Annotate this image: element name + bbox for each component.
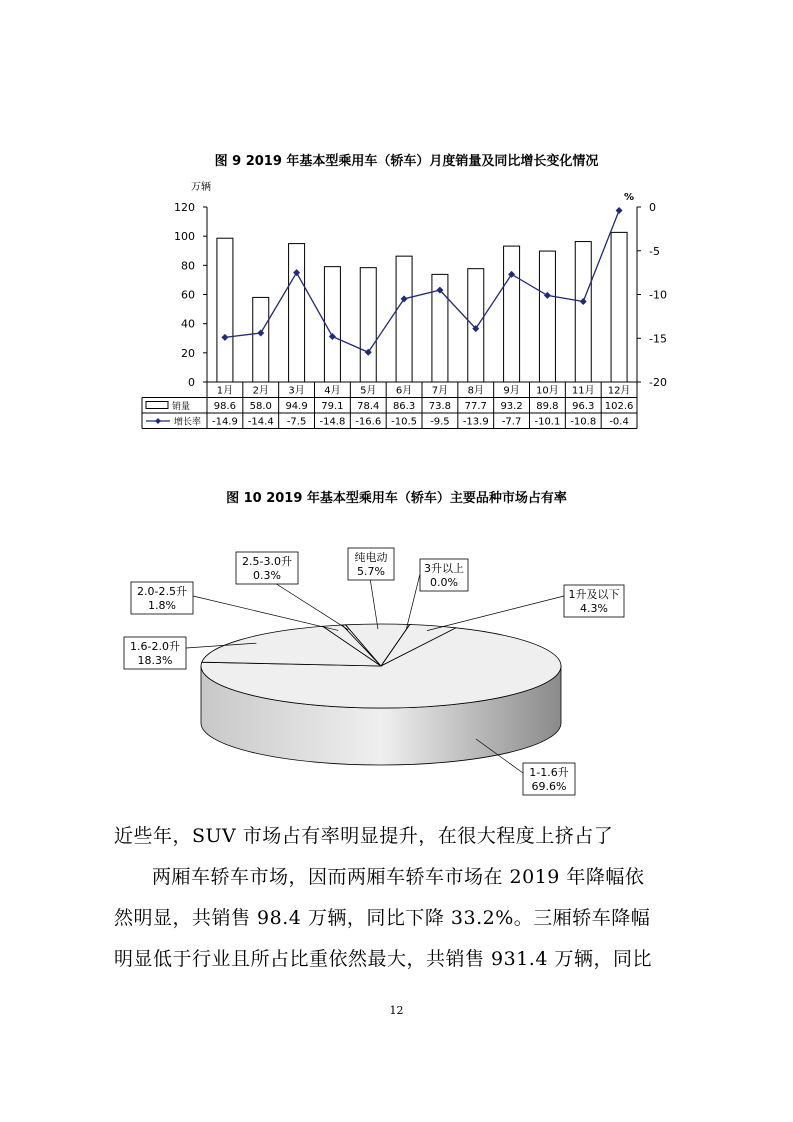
pie-leader-line <box>267 578 348 630</box>
pie-label-name: 2.5-3.0升 <box>242 555 292 568</box>
left-tick-label: 120 <box>174 201 195 214</box>
chart1-sales-growth <box>0 0 793 440</box>
sales-bar <box>289 244 305 382</box>
x-tick-label: 11月 <box>571 385 595 397</box>
right-tick-label: -15 <box>649 332 667 346</box>
growth-data-label: -16.6 <box>355 416 382 428</box>
growth-data-label: -10.5 <box>391 416 418 428</box>
left-tick-label: 0 <box>188 376 195 389</box>
right-tick-label: -10 <box>649 288 667 302</box>
x-tick-label: 7月 <box>431 385 449 397</box>
sales-bar <box>575 242 591 382</box>
x-tick-label: 1月 <box>216 385 234 397</box>
pie-label-name: 2.0-2.5升 <box>137 585 187 598</box>
growth-data-label: -7.7 <box>501 416 522 428</box>
right-unit-label: % <box>624 192 635 203</box>
growth-data-label: -13.9 <box>462 416 489 428</box>
sales-bar <box>504 246 520 382</box>
sales-bar <box>396 256 412 382</box>
sales-data-label: 78.4 <box>357 401 380 412</box>
growth-data-label: -0.4 <box>609 416 629 428</box>
growth-line <box>225 211 619 353</box>
left-unit-label: 万辆 <box>191 182 211 193</box>
left-tick-label: 100 <box>174 230 195 244</box>
x-tick-label: 6月 <box>395 385 413 397</box>
growth-data-label: -10.1 <box>534 416 561 428</box>
pie-label-pct: 0.3% <box>253 569 281 582</box>
x-tick-label: 9月 <box>503 385 520 397</box>
x-tick-label: 10月 <box>536 385 559 397</box>
pie-label-pct: 0.0% <box>430 576 458 589</box>
sales-bar <box>611 232 627 382</box>
growth-point <box>616 207 623 214</box>
x-tick-label: 8月 <box>467 385 484 397</box>
pie-label-pct: 4.3% <box>580 602 608 615</box>
pie-label-pct: 18.3% <box>137 654 173 667</box>
growth-data-label: -14.8 <box>319 416 346 428</box>
sales-data-label: 98.6 <box>213 401 237 412</box>
growth-data-label: -10.8 <box>570 416 597 428</box>
sales-data-label: 94.9 <box>285 401 308 412</box>
pie-leader-line <box>193 596 338 630</box>
chart1-title: 图 9 2019 年基本型乘用车（轿车）月度销量及同比增长变化情况 <box>214 154 599 169</box>
sales-data-label: 79.1 <box>321 401 344 412</box>
pie-label-pct: 1.8% <box>148 599 176 612</box>
left-tick-label: 20 <box>181 346 195 360</box>
growth-data-label: -14.4 <box>247 416 274 428</box>
sales-data-label: 93.2 <box>500 401 523 412</box>
legend-growth-label: 增长率 <box>174 417 202 428</box>
sales-bar <box>360 268 376 382</box>
sales-data-label: 86.3 <box>392 401 416 412</box>
sales-data-label: 89.8 <box>536 401 559 412</box>
growth-data-label: -14.9 <box>211 416 238 428</box>
pie-label-name: 1-1.6升 <box>529 766 569 779</box>
left-tick-label: 40 <box>181 317 195 331</box>
pie-label-name: 纯电动 <box>354 551 388 564</box>
pie-label-pct: 5.7% <box>357 565 385 578</box>
chart2-title: 图 10 2019 年基本型乘用车（轿车）主要品种市场占有率 <box>226 491 567 506</box>
right-tick-label: 0 <box>649 201 656 214</box>
sales-bar <box>253 297 269 382</box>
sales-bar <box>217 238 233 382</box>
pie-leader-line <box>427 596 564 631</box>
body-line-1: 近些年，SUV 市场占有率明显提升，在很大程度上挤占了 <box>114 825 614 847</box>
pie-label-name: 1.6-2.0升 <box>130 640 180 653</box>
sales-data-label: 102.6 <box>604 401 634 412</box>
pie-leader-line <box>370 578 378 629</box>
legend-growth-marker <box>155 418 161 424</box>
page-number: 12 <box>389 1004 404 1017</box>
sales-data-label: 73.8 <box>428 401 452 412</box>
body-line-4: 明显低于行业且所占比重依然最大，共销售 931.4 万辆，同比 <box>114 948 652 970</box>
right-tick-label: -5 <box>649 244 660 258</box>
chart2-market-share-pie <box>0 530 793 810</box>
legend-sales-swatch <box>146 402 168 409</box>
sales-bar <box>539 251 555 382</box>
x-tick-label: 4月 <box>324 385 341 397</box>
growth-data-label: -7.5 <box>286 416 307 428</box>
growth-data-label: -9.5 <box>430 416 450 428</box>
left-tick-label: 60 <box>181 288 195 302</box>
x-tick-label: 12月 <box>607 385 631 397</box>
pie-leader-line <box>406 574 420 630</box>
sales-bar <box>324 267 340 382</box>
sales-data-label: 77.7 <box>464 401 487 412</box>
x-tick-label: 5月 <box>360 385 377 397</box>
sales-data-label: 96.3 <box>572 401 595 412</box>
body-line-3: 然明显，共销售 98.4 万辆，同比下降 33.2%。三厢轿车降幅 <box>114 907 651 929</box>
pie-label-name: 3升以上 <box>424 562 464 575</box>
pie-label-name: 1升及以下 <box>568 588 620 601</box>
x-tick-label: 2月 <box>252 385 269 397</box>
legend-sales-label: 销量 <box>172 402 191 412</box>
sales-data-label: 58.0 <box>249 401 272 412</box>
right-tick-label: -20 <box>649 376 667 389</box>
body-line-2: 两厢车轿车市场，因而两厢车轿车市场在 2019 年降幅依 <box>152 866 645 888</box>
pie-label-pct: 69.6% <box>531 780 567 793</box>
x-tick-label: 3月 <box>288 385 305 397</box>
left-tick-label: 80 <box>181 259 195 273</box>
